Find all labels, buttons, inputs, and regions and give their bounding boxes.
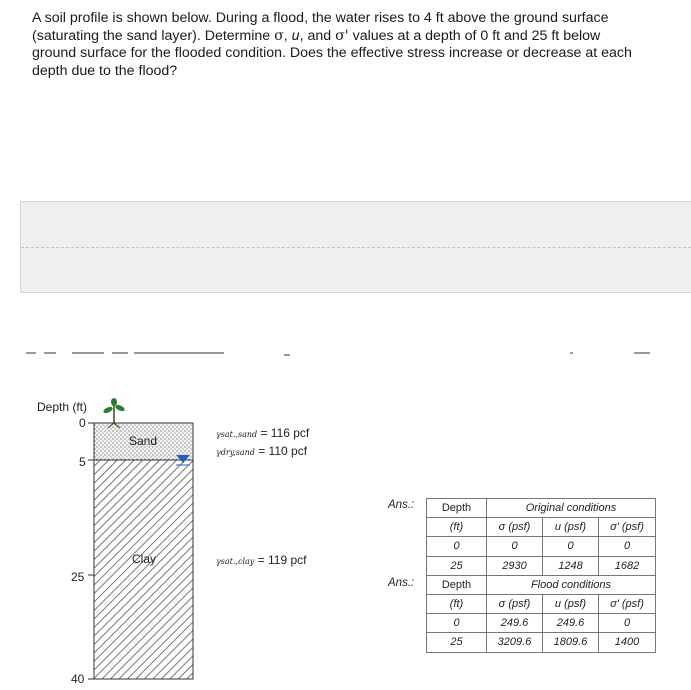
depth-header: Depth bbox=[427, 575, 487, 594]
depth-tick-0: 0 bbox=[79, 416, 86, 430]
table-row bbox=[427, 614, 656, 633]
table-row bbox=[427, 594, 656, 613]
table-cell: 0 bbox=[599, 537, 656, 556]
depth-header: Depth bbox=[427, 499, 487, 518]
table-cell: 25 bbox=[427, 633, 487, 652]
table-row bbox=[427, 575, 656, 594]
table-cell: σ (psf) bbox=[487, 594, 543, 613]
table-cell: 1400 bbox=[599, 633, 656, 652]
table-cell: 0 bbox=[487, 537, 543, 556]
ans-label-original: Ans.: bbox=[388, 499, 415, 511]
table-cell: 0 bbox=[543, 537, 599, 556]
table-cell: σ' (psf) bbox=[599, 594, 656, 613]
table-cell: 0 bbox=[427, 614, 487, 633]
clay-layer-label: Clay bbox=[132, 552, 157, 566]
table-cell: 0 bbox=[427, 537, 487, 556]
clay-sat-unit-weight bbox=[216, 553, 306, 567]
depth-axis-label: Depth (ft) bbox=[37, 400, 88, 414]
depth-tick-5: 5 bbox=[79, 455, 86, 469]
gamma-sat-clay-symbol: γsat.,clay bbox=[216, 557, 255, 566]
table-cell: 1248 bbox=[543, 556, 599, 575]
separator: , and bbox=[299, 27, 336, 44]
sigma-symbol: σ bbox=[274, 27, 284, 44]
table-cell: (ft) bbox=[427, 594, 487, 613]
table-row bbox=[427, 556, 656, 575]
sigma-eff-symbol: σ' bbox=[335, 27, 349, 44]
depth-tick-40: 40 bbox=[71, 672, 85, 686]
table-cell: (ft) bbox=[427, 518, 487, 537]
table-cell: 25 bbox=[427, 556, 487, 575]
gamma-sat-clay-value: = 119 pcf bbox=[257, 553, 307, 567]
gamma-dry-sand-value: = 110 pcf bbox=[258, 444, 308, 458]
flood-conditions-title: Flood conditions bbox=[487, 575, 656, 594]
table-cell: 2930 bbox=[487, 556, 543, 575]
sand-layer-label: Sand bbox=[129, 434, 158, 448]
table-cell: σ' (psf) bbox=[599, 518, 656, 537]
table-row bbox=[427, 499, 656, 518]
table-cell: 249.6 bbox=[543, 614, 599, 633]
table-cell: σ (psf) bbox=[487, 518, 543, 537]
depth-tick-25: 25 bbox=[71, 570, 85, 584]
sand-dry-unit-weight bbox=[216, 444, 307, 458]
results-table bbox=[426, 498, 656, 653]
table-cell: 0 bbox=[599, 614, 656, 633]
panel-divider bbox=[21, 247, 691, 248]
sand-sat-unit-weight bbox=[216, 426, 309, 440]
table-cell: 1682 bbox=[599, 556, 656, 575]
gamma-sat-sand-value: = 116 pcf bbox=[260, 426, 310, 440]
question-part1: A soil profile is shown below. During a flood, the water rises to 4 ft above the ground surface (saturating the sand layer). Determine bbox=[32, 10, 609, 44]
table-cell: 249.6 bbox=[487, 614, 543, 633]
question-part2: values at a depth of 0 ft and 25 ft below ground surface for the flooded condition. Does the effective stress increase or decrease at each depth due to the flood? bbox=[32, 27, 632, 79]
question-text bbox=[32, 10, 647, 80]
clay-layer bbox=[94, 460, 193, 679]
table-row bbox=[427, 633, 656, 652]
table-cell: 1809.6 bbox=[543, 633, 599, 652]
cropped-text-fragment bbox=[22, 346, 682, 360]
table-row bbox=[427, 537, 656, 556]
table-cell: u (psf) bbox=[543, 518, 599, 537]
separator: , bbox=[283, 27, 292, 44]
table-row bbox=[427, 518, 656, 537]
answer-panel[interactable] bbox=[20, 201, 691, 293]
gamma-sat-sand-symbol: γsat.,sand bbox=[216, 430, 258, 439]
u-symbol: u bbox=[291, 27, 300, 44]
original-conditions-title: Original conditions bbox=[487, 499, 656, 518]
ans-label-flood: Ans.: bbox=[388, 577, 415, 589]
table-cell: u (psf) bbox=[543, 594, 599, 613]
gamma-dry-sand-symbol: γdry,sand bbox=[216, 448, 255, 457]
table-cell: 3209.6 bbox=[487, 633, 543, 652]
